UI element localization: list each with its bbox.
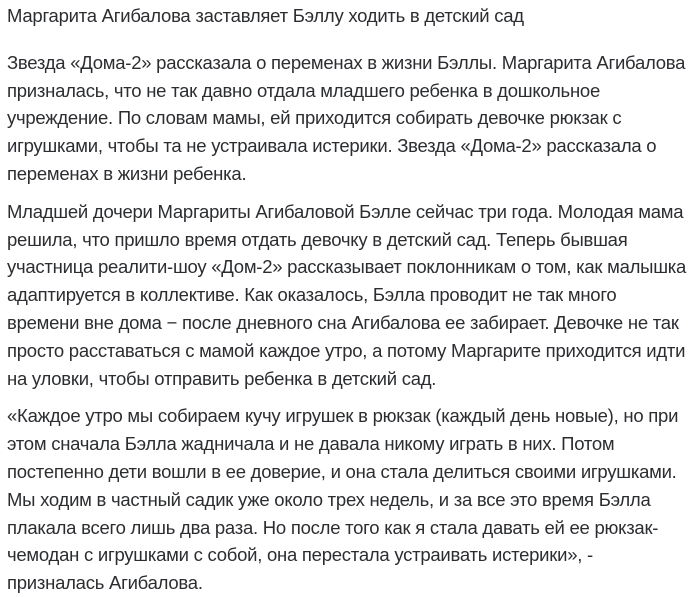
article-paragraph-lead: Звезда «Дома-2» рассказала о переменах в жизни Бэллы. Маргарита Агибалова призналась, что не так давно отдала младшего ребенка в дошкольное учреждение. По словам мамы, ей приходится собирать девочке рюкзак с игрушками, чтобы та не устраивала истерики. Звезда «Дома-2» рассказала о переменах в жизни ребенка. bbox=[7, 51, 686, 184]
article-paragraph-quote: «Каждое утро мы собираем кучу игрушек в рюкзак (каждый день новые), но при этом сначала Бэлла жадничала и не давала никому играть в них. Потом постепенно дети вошли в ее доверие, и она стала делиться своими игрушками. Мы ходим в частный садик уже около трех недель, и за все это время Бэлла плакала всего лишь два раза. Но после того как я стала давать ей ее рюкзак-чемодан с игрушками с собой, она перестала устраивать истерики», - призналась Агибалова. bbox=[7, 405, 679, 594]
article-paragraph-body: Младшей дочери Маргариты Агибаловой Бэлле сейчас три года. Молодая мама решила, что пришло время отдать девочку в детский сад. Теперь бывшая участница реалити-шоу «Дом-2» рассказывает поклонникам о том, как малышка адаптируется в коллективе. Как оказалось, Бэлла проводит не так много времени вне дома − после дневного сна Агибалова ее забирает. Девочке не так просто расставаться с мамой каждое утро, а потому Маргарите приходится идти на уловки, чтобы отправить ребенка в детский сад. bbox=[7, 200, 687, 389]
article-title: Маргарита Агибалова заставляет Бэллу ходить в детский сад bbox=[7, 5, 524, 26]
